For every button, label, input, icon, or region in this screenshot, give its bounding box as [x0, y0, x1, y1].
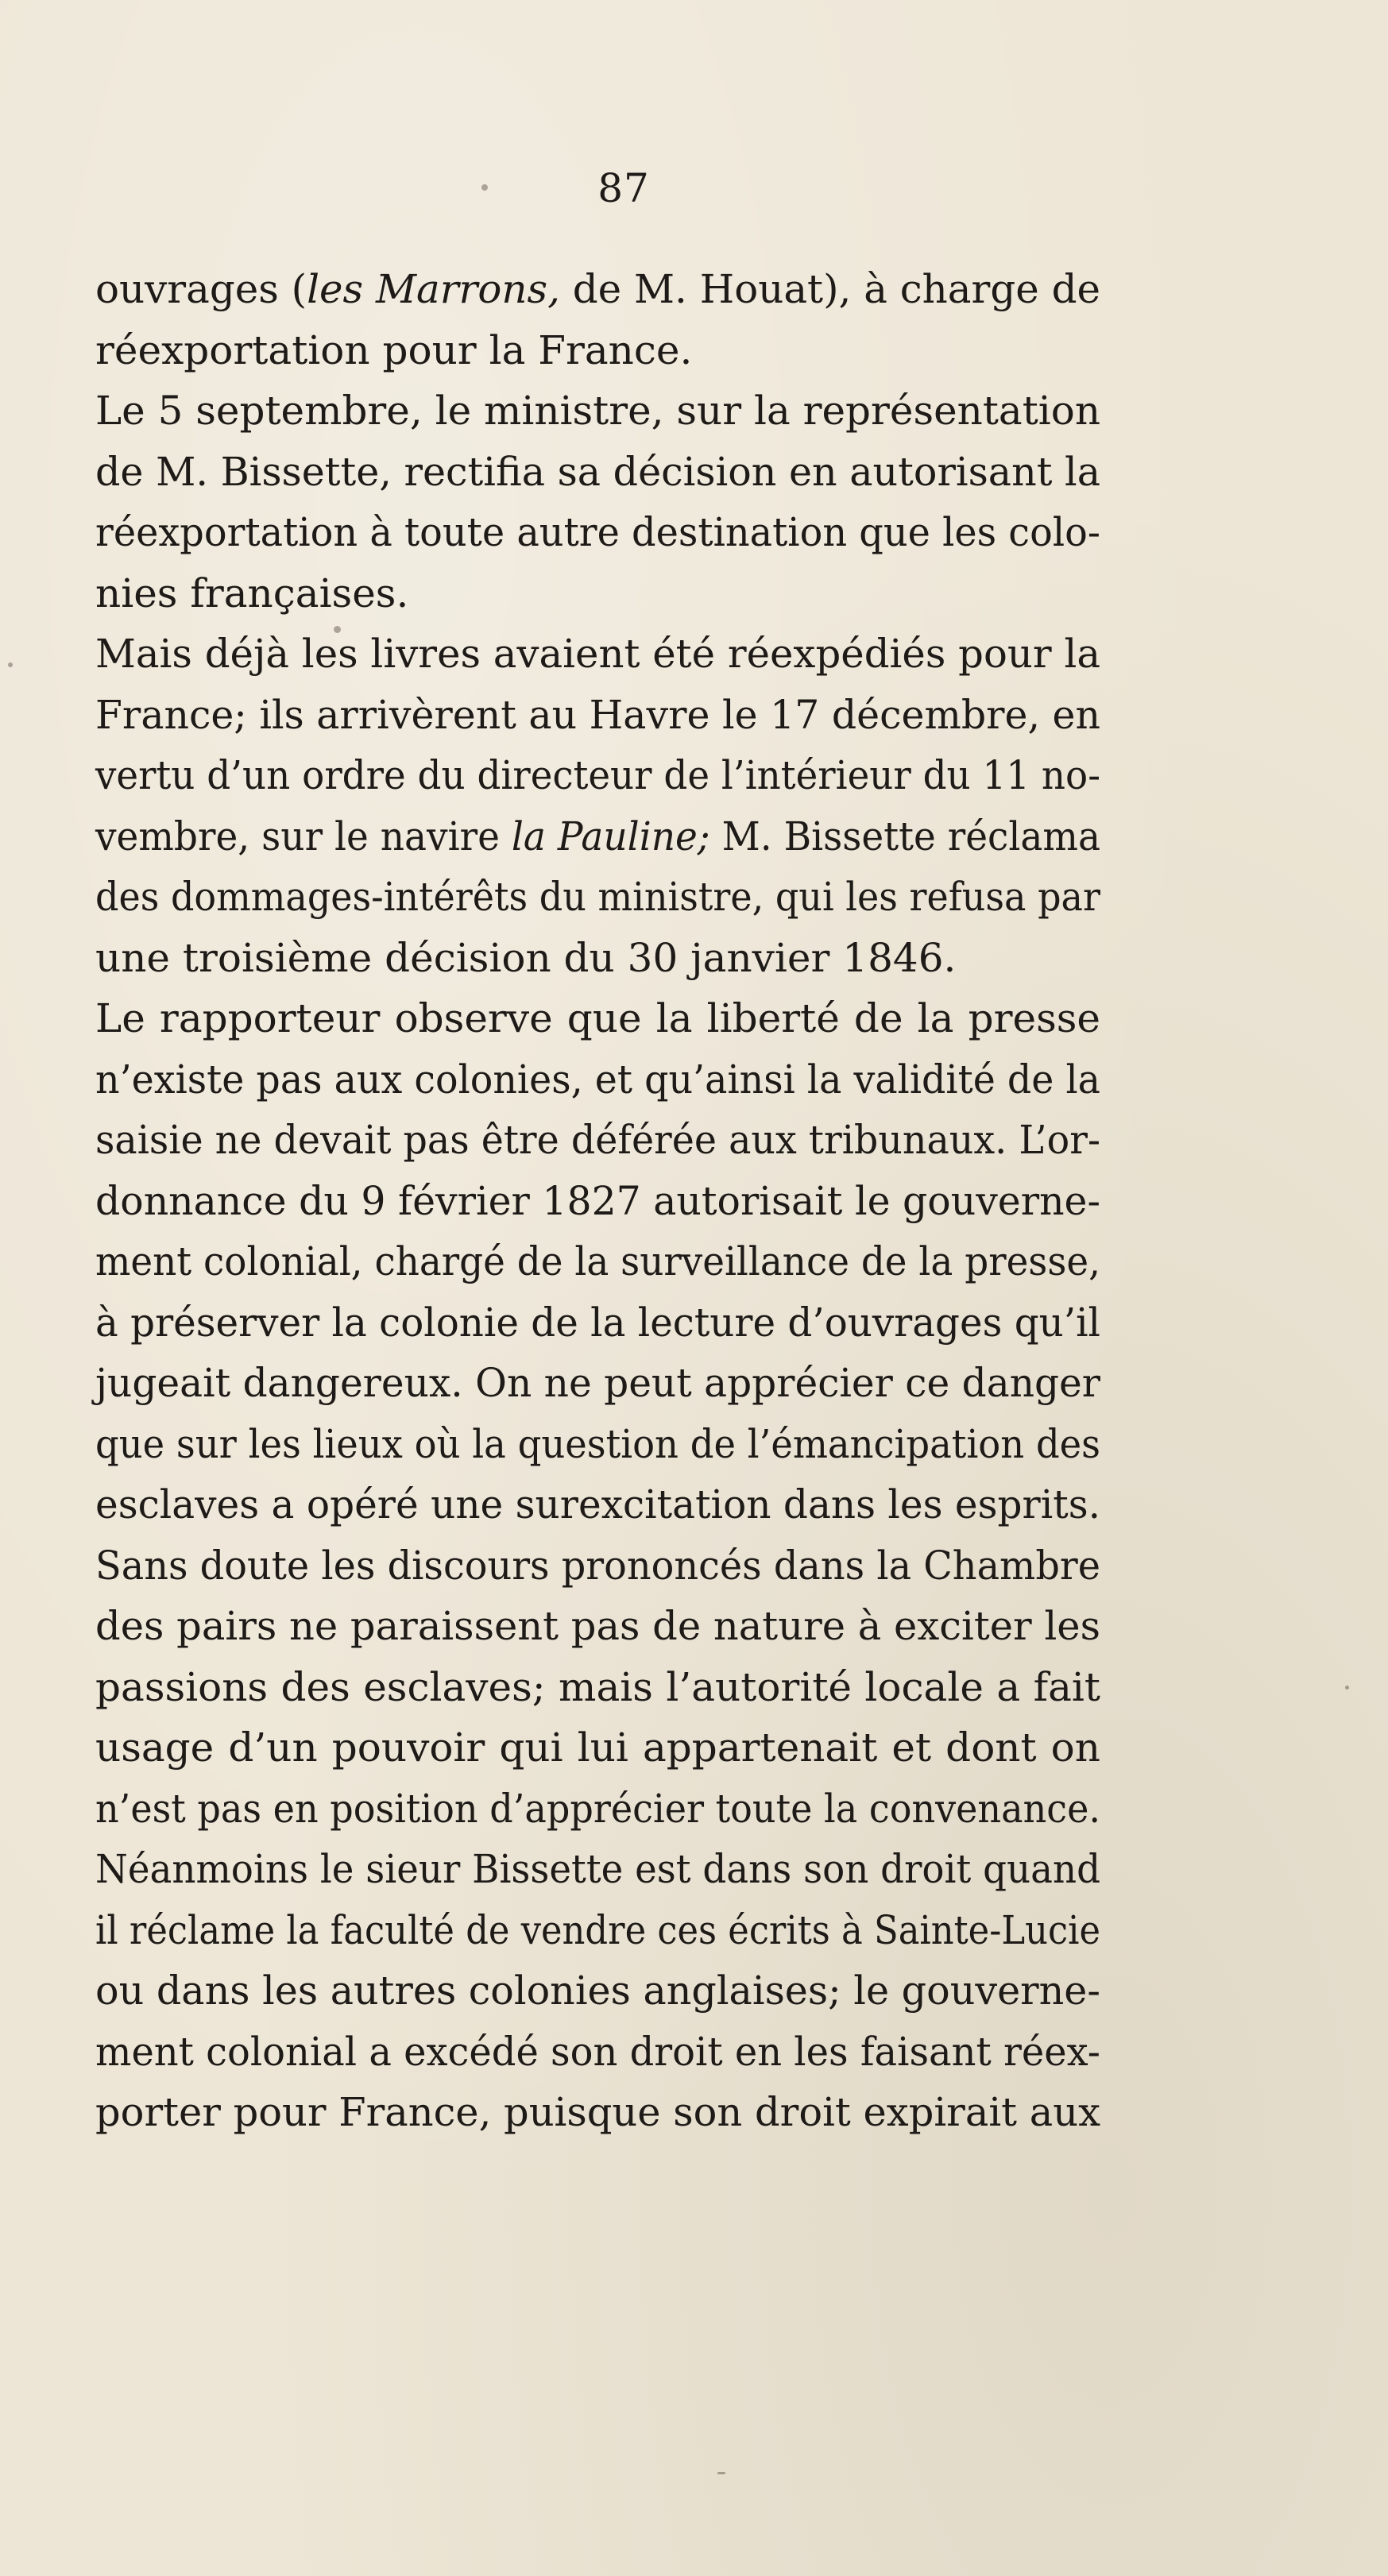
text-line-segment: ou dans les autres colonies anglaises; le gouverne- [95, 1968, 1100, 2014]
text-line [95, 1110, 1100, 1171]
text-line [95, 1778, 1100, 1840]
text-line-segment: jugeait dangereux. On ne peut apprécier ce danger [95, 1360, 1100, 1406]
paragraph-lines [95, 259, 1100, 2143]
body-text [95, 259, 1100, 2143]
text-line [95, 867, 1100, 928]
text-line-segment: réexportation pour la France. [95, 326, 693, 373]
text-line [95, 1171, 1100, 1232]
text-line-segment: des pairs ne paraissent pas de nature à exciter les [95, 1603, 1100, 1649]
text-line [95, 1231, 1100, 1292]
text-line [95, 745, 1100, 806]
italic-title: les Marrons, [307, 266, 560, 312]
text-line-segment: vertu d’un ordre du directeur de l’intérieur du 11 no- [95, 752, 1100, 798]
text-line [95, 442, 1100, 503]
text-line-segment: n’existe pas aux colonies, et qu’ainsi la validité de la [95, 1056, 1100, 1103]
ink-speck [717, 2472, 725, 2474]
italic-title: la Pauline; [511, 813, 710, 859]
text-line [95, 1353, 1100, 1414]
ink-speck [1345, 1686, 1349, 1690]
text-line [95, 1535, 1100, 1597]
ink-speck [481, 184, 488, 191]
text-line-segment: de M. Houat), à charge de [559, 266, 1100, 312]
text-line [95, 1414, 1100, 1475]
text-line [95, 1596, 1100, 1657]
text-line-segment: porter pour France, puisque son droit expirait aux [95, 2089, 1100, 2135]
text-line [95, 259, 1100, 320]
text-line [95, 1292, 1100, 1354]
ink-speck [334, 626, 341, 633]
text-line-segment: Mais déjà les livres avaient été réexpédiés pour la [95, 631, 1100, 677]
text-line [95, 1717, 1100, 1778]
text-line-segment: des dommages-intérêts du ministre, qui les refusa par [95, 874, 1100, 920]
text-line-segment: vembre, sur le navire [95, 813, 512, 859]
text-line-segment: une troisième décision du 30 janvier 1846. [95, 934, 957, 981]
text-line [95, 624, 1100, 685]
text-line-segment: saisie ne devait pas être déférée aux tribunaux. L’or- [95, 1117, 1100, 1163]
text-line-segment: France; ils arrivèrent au Havre le 17 décembre, en [95, 691, 1100, 738]
page-number: 87 [597, 165, 650, 211]
text-line-segment: Sans doute les discours prononcés dans la Chambre [95, 1542, 1100, 1589]
text-line-segment: que sur les lieux où la question de l’émancipation des [95, 1420, 1100, 1467]
text-line [95, 2022, 1100, 2083]
text-line [95, 806, 1100, 867]
text-line [95, 563, 1100, 624]
text-line-segment: nies françaises. [95, 570, 409, 616]
text-line-segment: Le rapporteur observe que la liberté de la presse [95, 995, 1100, 1041]
text-line-segment: réexportation à toute autre destination que les colo- [95, 509, 1100, 555]
text-line-segment: M. Bissette réclama [709, 813, 1100, 859]
text-line-segment: à préserver la colonie de la lecture d’ouvrages qu’il [95, 1299, 1100, 1346]
text-line-segment: usage d’un pouvoir qui lui appartenait et dont on [95, 1724, 1100, 1771]
text-line [95, 1657, 1100, 1718]
ink-speck [8, 662, 13, 667]
text-line [95, 928, 1100, 989]
text-line [95, 1474, 1100, 1535]
text-line [95, 685, 1100, 746]
text-line [95, 502, 1100, 563]
text-line-segment: ment colonial a excédé son droit en les faisant réex- [95, 2028, 1100, 2075]
text-line [95, 988, 1100, 1049]
text-line-segment: il réclame la faculté de vendre ces écrits à Sainte-Lucie [95, 1906, 1100, 1953]
text-line-segment: n’est pas en position d’apprécier toute la convenance. [95, 1785, 1100, 1832]
text-line [95, 2082, 1100, 2143]
text-line-segment: ment colonial, chargé de la surveillance de la presse, [95, 1238, 1100, 1284]
text-line-segment: ouvrages ( [95, 266, 307, 312]
text-line [95, 380, 1100, 442]
text-line-segment: Le 5 septembre, le ministre, sur la représentation [95, 388, 1100, 434]
text-line-segment: de M. Bissette, rectifia sa décision en autorisant la [95, 448, 1100, 495]
text-line [95, 1839, 1100, 1900]
text-line [95, 1049, 1100, 1110]
text-line-segment: esclaves a opéré une surexcitation dans les esprits. [95, 1481, 1100, 1527]
text-line [95, 1900, 1100, 1961]
text-line-segment: passions des esclaves; mais l’autorité locale a fait [95, 1663, 1100, 1710]
text-line-segment: donnance du 9 février 1827 autorisait le gouverne- [95, 1177, 1100, 1224]
text-line-segment: Néanmoins le sieur Bissette est dans son droit quand [95, 1846, 1100, 1892]
text-line [95, 320, 1100, 381]
text-line [95, 1960, 1100, 2022]
